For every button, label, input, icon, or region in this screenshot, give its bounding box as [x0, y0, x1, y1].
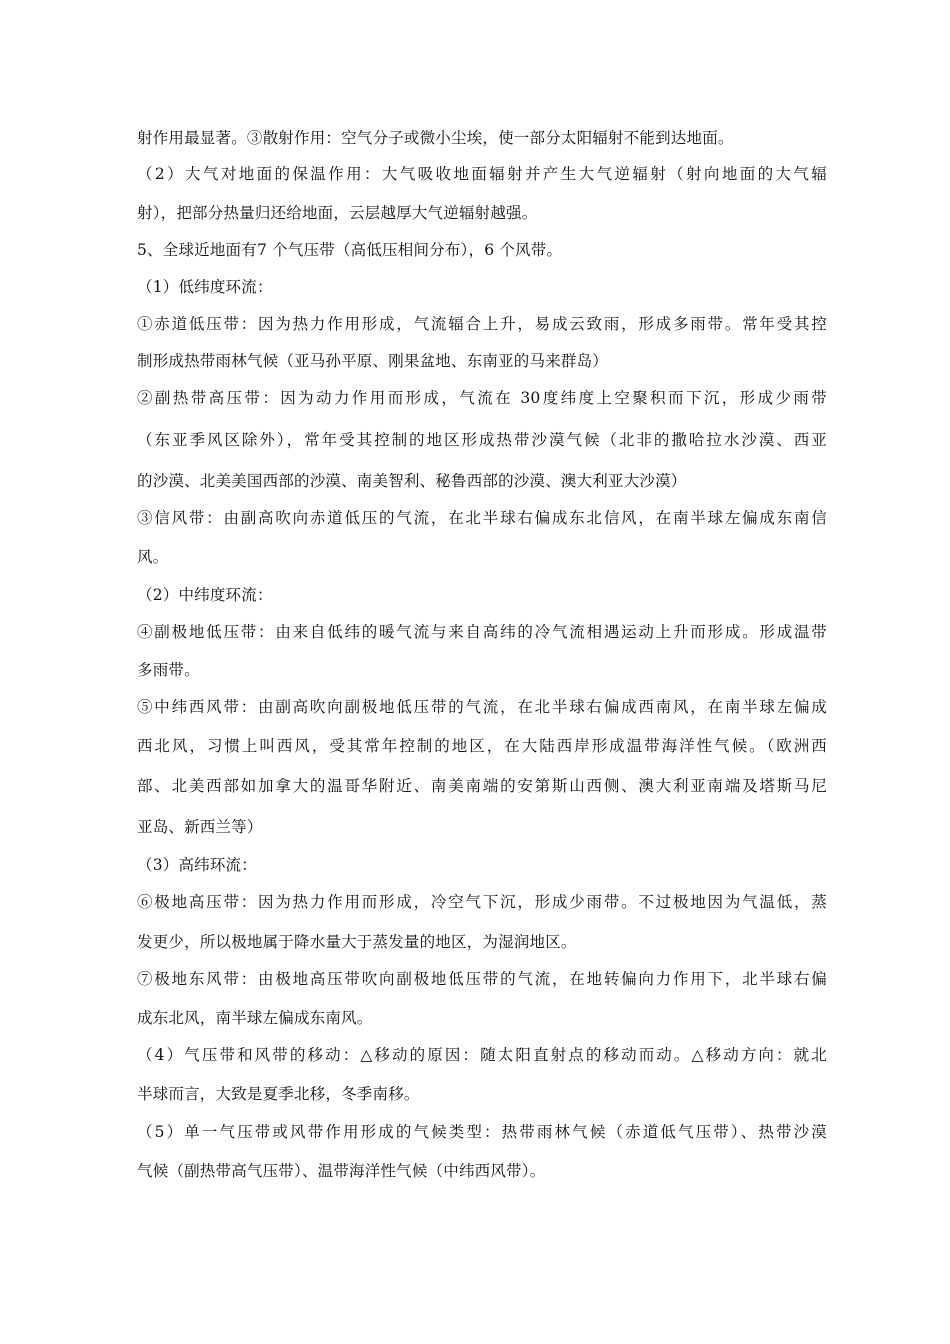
text-line: （3）高纬环流： [137, 856, 257, 874]
text-line: 射作用最显著。③散射作用：空气分子或微小尘埃，使一部分太阳辐射不能到达地面。 [137, 129, 734, 147]
text-line: ⑤中纬西风带：由副高吹向副极地低压带的气流，在北半球右偏成西南风，在南半球左偏成 [137, 698, 827, 716]
text-line: 西北风，习惯上叫西风，受其常年控制的地区，在大陆西岸形成温带海洋性气候。（欧洲西 [137, 737, 827, 755]
text-line: 部、北美西部如加拿大的温哥华附近、南美南端的安第斯山西侧、澳大利亚南端及塔斯马尼 [137, 777, 827, 795]
text-line: 亚岛、新西兰等） [137, 818, 263, 836]
text-line: （东亚季风区除外），常年受其控制的地区形成热带沙漠气候（北非的撒哈拉水沙漠、西亚 [137, 431, 827, 449]
text-line: ②副热带高压带：因为动力作用而形成，气流在 30度纬度上空聚积而下沉，形成少雨带 [137, 389, 827, 407]
text-line: ④副极地低压带：由来自低纬的暖气流与来自高纬的冷气流相遇运动上升而形成。形成温带 [137, 623, 827, 641]
text-line: 多雨带。 [137, 661, 200, 679]
text-line: 成东北风，南半球左偏成东南风。 [137, 1009, 373, 1027]
text-line: 射），把部分热量归还给地面，云层越厚大气逆辐射越强。 [137, 204, 538, 222]
text-line: ⑥极地高压带：因为热力作用而形成，冷空气下沉，形成少雨带。不过极地因为气温低，蒸 [137, 893, 827, 911]
text-line: 风。 [137, 548, 169, 566]
text-line: （4）气压带和风带的移动：△移动的原因：随太阳直射点的移动而动。△移动方向：就北 [137, 1046, 827, 1064]
text-line: 制形成热带雨林气候（亚马孙平原、刚果盆地、东南亚的马来群岛） [137, 352, 609, 370]
text-line: ⑦极地东风带：由极地高压带吹向副极地低压带的气流，在地转偏向力作用下，北半球右偏 [137, 970, 827, 988]
text-line: 的沙漠、北美美国西部的沙漠、南美智利、秘鲁西部的沙漠、澳大利亚大沙漠） [137, 472, 687, 490]
text-line: 5、全球近地面有7 个气压带（高低压相间分布），6 个风带。 [137, 241, 563, 259]
text-line: （5）单一气压带或风带作用形成的气候类型：热带雨林气候（赤道低气压带）、热带沙漠 [137, 1123, 827, 1141]
text-line: 气候（副热带高气压带）、温带海洋性气候（中纬西风带）。 [137, 1162, 546, 1180]
text-line: （1）低纬度环流： [137, 278, 273, 296]
text-line: ③信风带：由副高吹向赤道低压的气流，在北半球右偏成东北信风，在南半球左偏成东南信 [137, 509, 827, 527]
text-line: ①赤道低压带：因为热力作用形成，气流辐合上升，易成云致雨，形成多雨带。常年受其控 [137, 315, 827, 333]
text-line: （2）大气对地面的保温作用：大气吸收地面辐射并产生大气逆辐射（射向地面的大气辐 [137, 165, 827, 183]
text-line: 半球而言，大致是夏季北移，冬季南移。 [137, 1085, 420, 1103]
text-line: （2）中纬度环流： [137, 586, 273, 604]
text-line: 发更少，所以极地属于降水量大于蒸发量的地区，为湿润地区。 [137, 933, 577, 951]
